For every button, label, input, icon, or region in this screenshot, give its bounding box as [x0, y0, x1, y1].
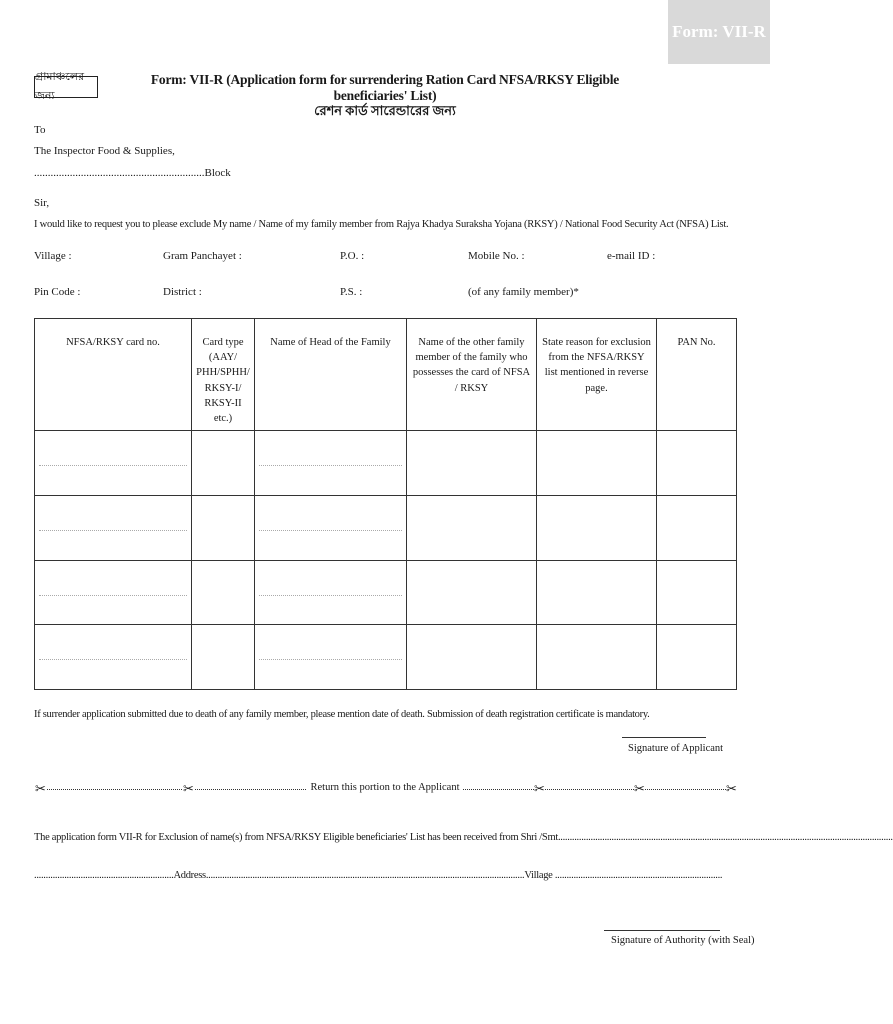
header-head-of-family: Name of Head of the Family	[255, 319, 407, 431]
address-to: To	[34, 124, 46, 136]
receipt-line-1: The application form VII-R for Exclusion of name(s) from NFSA/RKSY Eligible beneficiaries' List has been received from Shri /Smt................................................................................................................................................	[34, 832, 893, 843]
table-row	[35, 431, 737, 496]
scissors-icon: ✂	[35, 781, 46, 796]
request-text: I would like to request you to please exclude My name / Name of my family member from Rajya Khadya Suraksha Yojana (RKSY) / National Food Security Act (NFSA) List.	[34, 219, 729, 230]
cell-other-member[interactable]	[407, 560, 537, 625]
address-block: ..............................................................Block	[34, 167, 231, 179]
table-row	[35, 495, 737, 560]
header-reason: State reason for exclusion from the NFSA/RKSY list mentioned in reverse page.	[537, 319, 657, 431]
cell-card-type[interactable]	[192, 431, 255, 496]
cell-pan[interactable]	[657, 625, 737, 690]
district-label: District :	[163, 286, 202, 298]
cell-card-no[interactable]	[35, 495, 192, 560]
pin-code-label: Pin Code :	[34, 286, 81, 298]
header-card-type: Card type (AAY/ PHH/SPHH/ RKSY-I/ RKSY-II etc.)	[192, 319, 255, 431]
gram-panchayet-label: Gram Panchayet :	[163, 250, 242, 262]
salutation: Sir,	[34, 197, 50, 209]
cell-other-member[interactable]	[407, 495, 537, 560]
mobile-label: Mobile No. :	[468, 250, 525, 262]
cell-reason[interactable]	[537, 625, 657, 690]
cell-reason[interactable]	[537, 560, 657, 625]
cut-label	[0, 781, 770, 793]
exclusion-table	[34, 318, 737, 690]
signature-applicant-label: Signature of Applicant	[628, 743, 724, 754]
scissors-icon: ✂	[726, 781, 737, 796]
cell-other-member[interactable]	[407, 625, 537, 690]
table-row	[35, 560, 737, 625]
village-label: Village :	[34, 250, 72, 262]
table-header-row	[35, 319, 737, 431]
header-other-member: Name of the other family member of the family who possesses the card of NFSA / RKSY	[407, 319, 537, 431]
table-row	[35, 625, 737, 690]
po-label: P.O. :	[340, 250, 365, 262]
header-pan: PAN No.	[657, 319, 737, 431]
scissors-icon: ✂	[183, 781, 194, 796]
cell-pan[interactable]	[657, 495, 737, 560]
any-member-note: (of any family member)*	[468, 286, 579, 298]
cut-label-text: Return this portion to the Applicant	[307, 782, 462, 793]
receipt-line-2: ............................................................Address.........................................................................................................................................Village ........................................................................	[34, 870, 723, 881]
cell-reason[interactable]	[537, 495, 657, 560]
cell-card-no[interactable]	[35, 625, 192, 690]
signature-authority-label: Signature of Authority (with Seal)	[611, 935, 755, 946]
cell-head-of-family[interactable]	[255, 560, 407, 625]
death-note: If surrender application submitted due to death of any family member, please mention date of death. Submission of death registration certificate is mandatory.	[34, 709, 650, 720]
address-recipient: The Inspector Food & Supplies,	[34, 145, 175, 157]
scissors-icon: ✂	[534, 781, 545, 796]
cell-head-of-family[interactable]	[255, 495, 407, 560]
form-subtitle: রেশন কার্ড সারেন্ডারের জন্য	[314, 103, 456, 118]
cell-pan[interactable]	[657, 560, 737, 625]
cell-pan[interactable]	[657, 431, 737, 496]
scissors-icon: ✂	[634, 781, 645, 796]
cell-head-of-family[interactable]	[255, 625, 407, 690]
cell-card-no[interactable]	[35, 560, 192, 625]
form-tag: Form: VII-R	[668, 0, 770, 64]
cell-card-no[interactable]	[35, 431, 192, 496]
cell-head-of-family[interactable]	[255, 431, 407, 496]
applicant-signature-line	[622, 737, 706, 738]
form-title: Form: VII-R (Application form for surrendering Ration Card NFSA/RKSY Eligible beneficiaries' List)	[150, 72, 620, 103]
header-card-no: NFSA/RKSY card no.	[35, 319, 192, 431]
rural-label-box: গ্রামাঞ্চলের জন্য	[34, 76, 98, 98]
email-label: e-mail ID :	[607, 250, 656, 262]
authority-signature-line	[604, 930, 720, 931]
cell-card-type[interactable]	[192, 625, 255, 690]
cell-card-type[interactable]	[192, 560, 255, 625]
ps-label: P.S. :	[340, 286, 363, 298]
cell-card-type[interactable]	[192, 495, 255, 560]
cell-other-member[interactable]	[407, 431, 537, 496]
cell-reason[interactable]	[537, 431, 657, 496]
